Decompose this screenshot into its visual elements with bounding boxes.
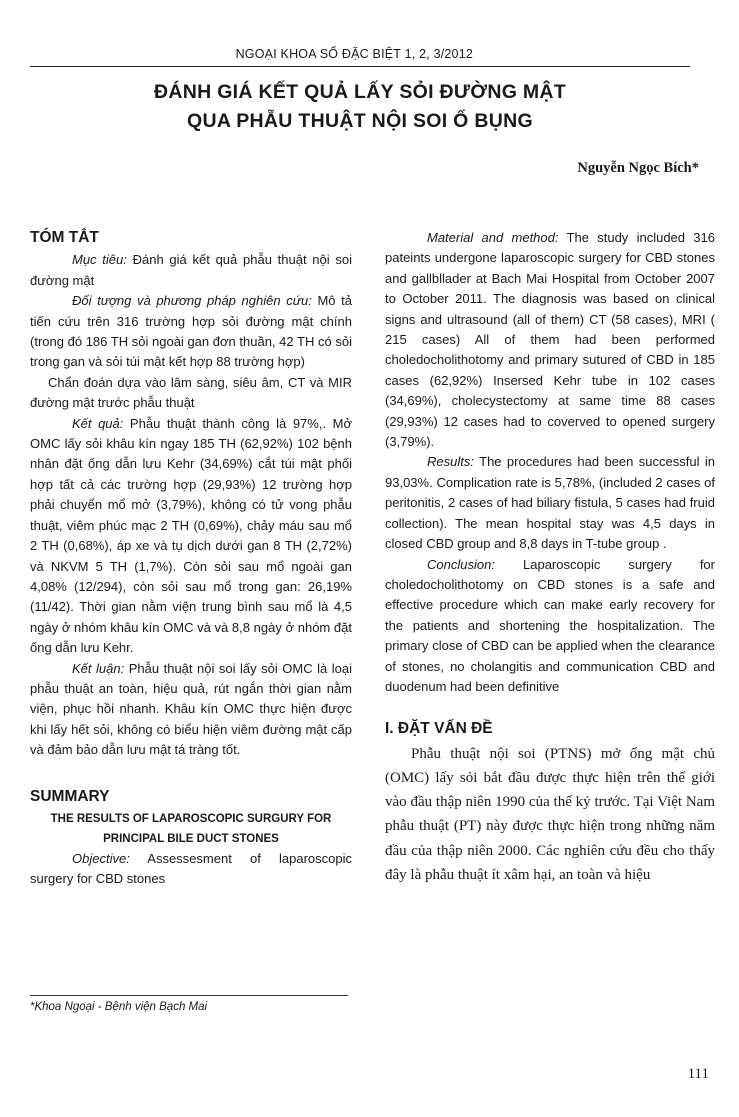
summary-objective-label: Objective:: [72, 850, 130, 866]
author-name: Nguyễn Ngọc Bích*: [577, 160, 699, 176]
article-title: [30, 78, 690, 136]
conclusion-label: Kết luận:: [72, 660, 125, 676]
objective-label: Mục tiêu:: [72, 252, 127, 268]
abstract-vi-results: [30, 414, 352, 659]
summary-conclusion-text: Laparoscopic surgery for choledocholithotomy on CBD stones is a safe and effective procedure which can make early recovery for the patients and shortening the hospitalization. The primary close of CBD can be applied when the clearance of stones, no cholangitis and communication CBD and duodenum had been definitive: [385, 556, 715, 694]
introduction-heading: I. ĐẶT VẤN ĐỀ: [385, 720, 493, 738]
results-label: Kết quả:: [72, 415, 124, 431]
title-line-2: QUA PHẪU THUẬT NỘI SOI Ổ BỤNG: [187, 110, 533, 132]
summary-heading: SUMMARY: [30, 787, 110, 805]
left-column: [30, 228, 352, 890]
footnote: *Khoa Ngoại - Bệnh viện Bạch Mai: [30, 1001, 208, 1013]
abstract-vi-heading: TÓM TẮT: [30, 229, 99, 246]
summary-method-text: The study included 316 pateints undergone laparoscopic surgery for CBD stones and gallbllader at Bach Mai Hospital from October 2007 to October 2011. The diagnosis was based on clinical signs and ultrasound (all of them) CT (58 cases), MRI ( 215 cases) All of them had been performed choledocholithotomy and primary sutured of CBD in 185 cases (62,92%) Insersed Kehr tube in 102 cases (34,69%), cholecystectomy at same time 88 cases (29,93%) 12 cases had to coverved to opened surgery (3,79%).: [385, 230, 715, 450]
summary-conclusion-label: Conclusion:: [427, 556, 495, 572]
method-text: Mô tả tiến cứu trên 316 trường hợp sỏi đường mật chính (trong đó 186 TH sỏi ngoài gan đơn thuần, 42 TH có sỏi trong gan và sỏi túi mật kết hợp 88 trường hợp): [30, 293, 352, 370]
right-column: [385, 228, 715, 887]
header-rule: [30, 66, 690, 67]
running-header: NGOẠI KHOA SỐ ĐẶC BIỆT 1, 2, 3/2012: [235, 47, 473, 61]
abstract-vi-diagnosis: Chẩn đoán dựa vào lâm sàng, siêu âm, CT và MIR đường mật trước phẫu thuật: [30, 374, 352, 411]
summary-title: THE RESULTS OF LAPAROSCOPIC SURGURY FOR PRINCIPAL BILE DUCT STONES: [50, 812, 332, 845]
summary-method: [385, 228, 715, 452]
page-number: 111: [687, 1066, 709, 1082]
summary-results-label: Results:: [427, 454, 474, 470]
objective-text: Đánh giá kết quả phẫu thuật nội soi đường mật: [30, 252, 352, 288]
summary-conclusion: [385, 555, 715, 698]
summary-objective-text: Assessesment of laparoscopic surgery for CBD stones: [30, 850, 352, 887]
method-label: Đối tượng và phương pháp nghiên cứu:: [72, 293, 312, 309]
results-text: Phẫu thuật thành công là 97%,. Mở OMC lấy sỏi khâu kín ngay 185 TH (62,92%) 102 bệnh nhân đặt ống dẫn lưu Kehr (34,69%) cắt túi mật phối hợp tất cả các trường hợp (29,93%) 12 trường hợp phải chuyển mổ mở (3,79%), không có tử vong phẫu thuật, viêm phúc mạc 2 TH (0,69%), chảy máu sau mổ 2 TH (0,68%), áp xe và tụ dịch dưới gan 8 TH (2,72%) và NKVM 5 TH (1,7%). Còn sỏi sau mổ ngoài gan 4,08% (12/294), còn sỏi sau mổ trong gan: 26,19% (11/42). Thời gian nằm viện trung bình sau mổ là 4,5 ngày ở nhóm khâu kín OMC và và 8,8 ngày ở nhóm đặt ống dẫn lưu Kehr.: [30, 415, 352, 656]
title-line-1: ĐÁNH GIÁ KẾT QUẢ LẤY SỎI ĐƯỜNG MẬT: [153, 81, 567, 103]
summary-method-label: Material and method:: [427, 230, 559, 245]
summary-objective: [30, 849, 352, 890]
footnote-rule: [30, 995, 348, 996]
abstract-vi-objective: [30, 250, 352, 291]
summary-results-text: The procedures had been successful in 93,03%. Complication rate is 5,78%, (included 2 cases of peritonitis, 2 cases of had biliary fistula, 5 cases had fruid collection). The mean hospital stay was 4,5 days in closed CBD group and 8,8 days in T-tube group .: [385, 454, 715, 552]
abstract-vi-method: [30, 291, 352, 373]
introduction-text: Phẫu thuật nội soi (PTNS) mở ống mật chủ (OMC) lấy sỏi bắt đầu được thực hiện trên thế giới vào đầu thập niên 1990 của thế kỷ trước. Tại Việt Nam phẫu thuật (PT) này được thực hiện trong những năm đầu của thập niên 2000. Các nghiên cứu đều cho thấy đây là phẫu thuật ít xâm hại, an toàn và hiệu: [385, 745, 715, 883]
summary-results: [385, 452, 715, 554]
abstract-vi-conclusion: [30, 659, 352, 761]
conclusion-text: Phẫu thuật nội soi lấy sỏi OMC là loại phẫu thuật an toàn, hiệu quả, rút ngắn thời gian nằm viện, phục hồi nhanh. Khâu kín OMC thực hiện được khi lấy hết sỏi, không có biểu hiện viêm đường mật cấp và đảm bảo dẫn lưu mật tá tràng tốt.: [30, 660, 352, 758]
